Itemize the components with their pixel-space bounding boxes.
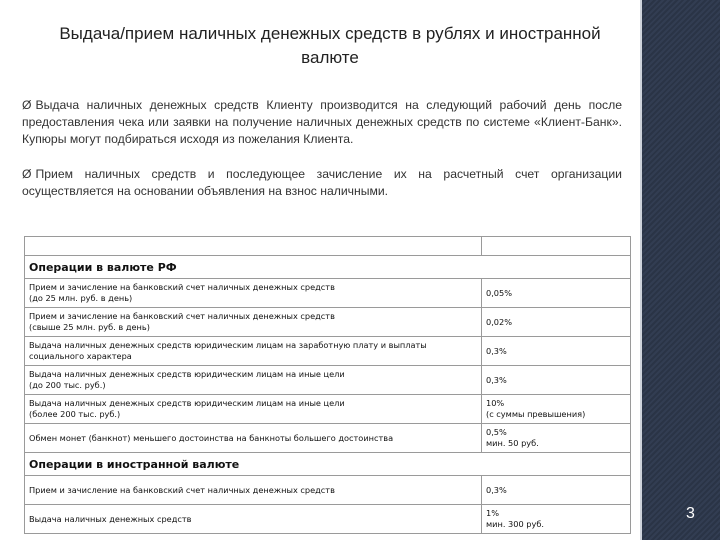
table-row	[25, 395, 631, 424]
table-row	[25, 366, 631, 395]
table-row	[25, 424, 631, 453]
rate-value: 0,02%	[486, 316, 513, 327]
operation-text: Выдача наличных денежных средств юридическим лицам на иные цели	[29, 398, 345, 408]
decorative-sidebar	[642, 0, 720, 540]
operation-note: социального характера	[29, 351, 132, 361]
page-number: 3	[686, 505, 695, 522]
section-header	[25, 256, 631, 279]
table-row	[25, 308, 631, 337]
rate-note: (с суммы превышения)	[486, 409, 586, 419]
operation-note: (до 200 тыс. руб.)	[29, 380, 106, 390]
operation-text: Выдача наличных денежных средств юридическим лицам на иные цели	[29, 369, 345, 379]
rate-note: мин. 50 руб.	[486, 438, 539, 448]
table-row	[25, 279, 631, 308]
rate-value: 10%	[486, 398, 505, 408]
bullet-arrow-icon: Ø	[22, 98, 32, 112]
rate-value: 1%	[486, 508, 499, 518]
operation-text: Обмен монет (банкнот) меньшего достоинства на банкноты большего достоинства	[29, 432, 394, 443]
rate-value: 0,3%	[486, 374, 507, 385]
paragraph-1-text: Выдача наличных денежных средств Клиенту производится на следующий рабочий день после предоставления чека или заявки на получение наличных денежных средств по системе «Клиент-Банк». Купюры могут подбираться исходя из пожелания Клиента.	[22, 98, 622, 146]
operation-text: Прием и зачисление на банковский счет наличных денежных средств	[29, 484, 335, 495]
section-title: Операции в иностранной валюте	[25, 453, 631, 476]
operation-text: Прием и зачисление на банковский счет наличных денежных средств	[29, 311, 335, 321]
table-row	[25, 505, 631, 534]
operation-text: Выдача наличных денежных средств	[29, 513, 192, 524]
table-header-row	[25, 237, 631, 256]
rate-value: 0,05%	[486, 287, 513, 298]
tariff-table	[24, 236, 631, 534]
operation-note: (свыше 25 млн. руб. в день)	[29, 322, 150, 332]
paragraph-2	[22, 166, 622, 200]
section-title: Операции в валюте РФ	[25, 256, 631, 279]
section-header	[25, 453, 631, 476]
rate-value: 0,3%	[486, 484, 507, 495]
operation-text: Выдача наличных денежных средств юридическим лицам на заработную плату и выплаты	[29, 340, 427, 350]
rate-value: 0,3%	[486, 345, 507, 356]
table-row	[25, 337, 631, 366]
bullet-arrow-icon: Ø	[22, 167, 32, 181]
table-row	[25, 476, 631, 505]
paragraph-1	[22, 97, 622, 148]
operation-note: (до 25 млн. руб. в день)	[29, 293, 133, 303]
rate-note: мин. 300 руб.	[486, 519, 544, 529]
paragraph-2-text: Прием наличных средств и последующее зачисление их на расчетный счет организации осуществляется на основании объявления на взнос наличными.	[22, 167, 622, 198]
slide-title: Выдача/прием наличных денежных средств в рублях и иностранной валюте	[59, 24, 601, 67]
rate-value: 0,5%	[486, 427, 507, 437]
operation-note: (более 200 тыс. руб.)	[29, 409, 121, 419]
operation-text: Прием и зачисление на банковский счет наличных денежных средств	[29, 282, 335, 292]
